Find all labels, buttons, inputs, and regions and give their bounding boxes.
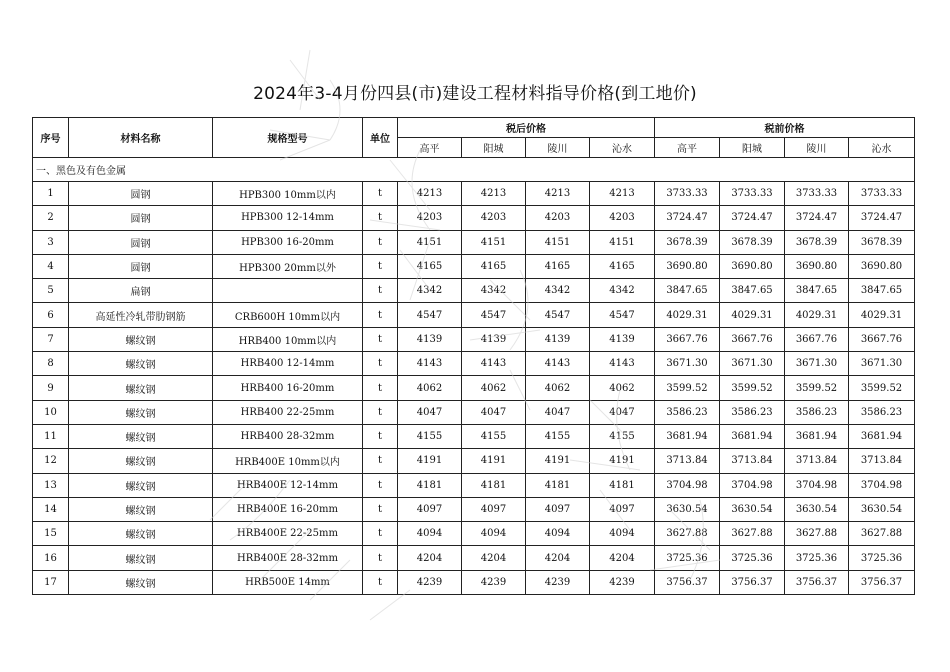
cell-before-tax: 3667.76 [720, 327, 785, 351]
cell-name: 螺纹钢 [69, 473, 213, 497]
cell-before-tax: 4029.31 [785, 303, 849, 327]
cell-before-tax: 3690.80 [785, 254, 849, 278]
cell-unit: t [363, 424, 398, 448]
cell-before-tax: 3586.23 [785, 400, 849, 424]
cell-after-tax: 4203 [462, 206, 526, 230]
table-row [33, 254, 915, 278]
cell-before-tax: 3586.23 [849, 400, 915, 424]
cell-before-tax: 3627.88 [655, 522, 720, 546]
cell-name: 高延性冷轧带肋钢筋 [69, 303, 213, 327]
cell-before-tax: 3627.88 [720, 522, 785, 546]
cell-after-tax: 4155 [590, 424, 655, 448]
cell-before-tax: 3671.30 [785, 352, 849, 376]
cell-after-tax: 4155 [462, 424, 526, 448]
cell-name: 螺纹钢 [69, 449, 213, 473]
cell-after-tax: 4547 [462, 303, 526, 327]
table-row [33, 522, 915, 546]
cell-no: 2 [33, 206, 69, 230]
cell-before-tax: 3756.37 [720, 570, 785, 594]
cell-unit: t [363, 546, 398, 570]
table-row [33, 400, 915, 424]
cell-before-tax: 3725.36 [785, 546, 849, 570]
cell-after-tax: 4181 [462, 473, 526, 497]
cell-spec: HPB300 10mm以内 [213, 182, 363, 206]
cell-before-tax: 3586.23 [655, 400, 720, 424]
cell-after-tax: 4203 [590, 206, 655, 230]
cell-spec: HRB400E 22-25mm [213, 522, 363, 546]
table-row [33, 206, 915, 230]
cell-no: 4 [33, 254, 69, 278]
cell-before-tax: 3671.30 [655, 352, 720, 376]
cell-after-tax: 4165 [398, 254, 462, 278]
cell-name: 螺纹钢 [69, 497, 213, 521]
cell-after-tax: 4155 [526, 424, 590, 448]
cell-after-tax: 4047 [462, 400, 526, 424]
cell-spec: HRB400 10mm以内 [213, 327, 363, 351]
cell-after-tax: 4342 [526, 279, 590, 303]
cell-after-tax: 4143 [398, 352, 462, 376]
cell-before-tax: 3599.52 [655, 376, 720, 400]
cell-name: 螺纹钢 [69, 522, 213, 546]
cell-no: 6 [33, 303, 69, 327]
cell-after-tax: 4094 [462, 522, 526, 546]
cell-after-tax: 4239 [590, 570, 655, 594]
cell-no: 13 [33, 473, 69, 497]
cell-after-tax: 4139 [462, 327, 526, 351]
cell-after-tax: 4547 [526, 303, 590, 327]
table-row [33, 376, 915, 400]
cell-unit: t [363, 279, 398, 303]
cell-spec: HPB300 20mm以外 [213, 254, 363, 278]
cell-before-tax: 3724.47 [655, 206, 720, 230]
cell-before-tax: 3724.47 [720, 206, 785, 230]
cell-name: 圆钢 [69, 182, 213, 206]
header-spec: 规格型号 [213, 118, 363, 158]
cell-after-tax: 4094 [590, 522, 655, 546]
cell-name: 螺纹钢 [69, 424, 213, 448]
cell-before-tax: 3733.33 [849, 182, 915, 206]
cell-before-tax: 3724.47 [785, 206, 849, 230]
cell-before-tax: 3733.33 [655, 182, 720, 206]
cell-after-tax: 4139 [526, 327, 590, 351]
cell-after-tax: 4239 [526, 570, 590, 594]
cell-name: 螺纹钢 [69, 352, 213, 376]
cell-before-tax: 3756.37 [849, 570, 915, 594]
cell-name: 螺纹钢 [69, 400, 213, 424]
cell-before-tax: 3704.98 [655, 473, 720, 497]
cell-after-tax: 4342 [590, 279, 655, 303]
cell-after-tax: 4062 [526, 376, 590, 400]
cell-after-tax: 4097 [590, 497, 655, 521]
cell-name: 螺纹钢 [69, 570, 213, 594]
cell-spec: HPB300 16-20mm [213, 230, 363, 254]
cell-before-tax: 3756.37 [785, 570, 849, 594]
cell-after-tax: 4047 [590, 400, 655, 424]
table-row [33, 473, 915, 497]
cell-before-tax: 4029.31 [655, 303, 720, 327]
cell-after-tax: 4097 [526, 497, 590, 521]
cell-unit: t [363, 206, 398, 230]
cell-unit: t [363, 230, 398, 254]
cell-after-tax: 4151 [526, 230, 590, 254]
document-title: 2024年3-4月份四县(市)建设工程材料指导价格(到工地价) [253, 84, 697, 104]
cell-name: 圆钢 [69, 230, 213, 254]
cell-before-tax: 4029.31 [720, 303, 785, 327]
cell-spec: HRB500E 14mm [213, 570, 363, 594]
cell-after-tax: 4165 [462, 254, 526, 278]
table-row [33, 182, 915, 206]
cell-after-tax: 4239 [398, 570, 462, 594]
cell-after-tax: 4047 [398, 400, 462, 424]
header-after-qinshui: 沁水 [590, 138, 655, 158]
cell-no: 11 [33, 424, 69, 448]
header-after-tax: 税后价格 [398, 118, 655, 138]
cell-unit: t [363, 182, 398, 206]
cell-before-tax: 3667.76 [849, 327, 915, 351]
cell-no: 10 [33, 400, 69, 424]
cell-before-tax: 3586.23 [720, 400, 785, 424]
cell-before-tax: 3704.98 [785, 473, 849, 497]
cell-spec: HRB400 16-20mm [213, 376, 363, 400]
header-after-yangcheng: 阳城 [462, 138, 526, 158]
table-row [33, 230, 915, 254]
cell-before-tax: 3713.84 [849, 449, 915, 473]
cell-unit: t [363, 449, 398, 473]
header-after-lingchuan: 陵川 [526, 138, 590, 158]
cell-spec: HPB300 12-14mm [213, 206, 363, 230]
cell-before-tax: 3690.80 [720, 254, 785, 278]
cell-unit: t [363, 400, 398, 424]
cell-spec: HRB400 28-32mm [213, 424, 363, 448]
cell-before-tax: 3733.33 [785, 182, 849, 206]
table-row [33, 303, 915, 327]
cell-after-tax: 4143 [526, 352, 590, 376]
cell-no: 17 [33, 570, 69, 594]
cell-before-tax: 3599.52 [785, 376, 849, 400]
cell-unit: t [363, 254, 398, 278]
cell-after-tax: 4165 [526, 254, 590, 278]
cell-after-tax: 4342 [462, 279, 526, 303]
cell-no: 7 [33, 327, 69, 351]
cell-before-tax: 3630.54 [720, 497, 785, 521]
cell-after-tax: 4155 [398, 424, 462, 448]
header-before-lingchuan: 陵川 [785, 138, 849, 158]
cell-before-tax: 3713.84 [785, 449, 849, 473]
price-table [32, 117, 915, 595]
cell-before-tax: 3671.30 [720, 352, 785, 376]
cell-after-tax: 4191 [526, 449, 590, 473]
cell-before-tax: 3667.76 [785, 327, 849, 351]
cell-unit: t [363, 303, 398, 327]
cell-name: 圆钢 [69, 254, 213, 278]
cell-before-tax: 3733.33 [720, 182, 785, 206]
cell-no: 9 [33, 376, 69, 400]
cell-after-tax: 4204 [398, 546, 462, 570]
cell-name: 扁钢 [69, 279, 213, 303]
cell-before-tax: 3704.98 [720, 473, 785, 497]
cell-after-tax: 4191 [590, 449, 655, 473]
cell-spec [213, 279, 363, 303]
cell-before-tax: 3690.80 [655, 254, 720, 278]
cell-spec: HRB400E 12-14mm [213, 473, 363, 497]
cell-after-tax: 4204 [526, 546, 590, 570]
table-row [33, 424, 915, 448]
cell-after-tax: 4191 [398, 449, 462, 473]
cell-after-tax: 4094 [398, 522, 462, 546]
cell-after-tax: 4203 [398, 206, 462, 230]
header-before-yangcheng: 阳城 [720, 138, 785, 158]
header-before-qinshui: 沁水 [849, 138, 915, 158]
header-after-gaoping: 高平 [398, 138, 462, 158]
cell-before-tax: 3627.88 [849, 522, 915, 546]
cell-unit: t [363, 327, 398, 351]
cell-after-tax: 4143 [462, 352, 526, 376]
table-row [33, 449, 915, 473]
cell-before-tax: 3678.39 [849, 230, 915, 254]
cell-after-tax: 4181 [526, 473, 590, 497]
cell-spec: HRB400E 10mm以内 [213, 449, 363, 473]
header-unit: 单位 [363, 118, 398, 158]
cell-after-tax: 4062 [590, 376, 655, 400]
cell-before-tax: 3630.54 [655, 497, 720, 521]
cell-spec: HRB400E 28-32mm [213, 546, 363, 570]
cell-after-tax: 4062 [462, 376, 526, 400]
cell-before-tax: 3627.88 [785, 522, 849, 546]
cell-before-tax: 3725.36 [655, 546, 720, 570]
cell-before-tax: 3725.36 [720, 546, 785, 570]
cell-no: 14 [33, 497, 69, 521]
cell-before-tax: 3713.84 [720, 449, 785, 473]
table-row [33, 497, 915, 521]
cell-spec: HRB400E 16-20mm [213, 497, 363, 521]
cell-no: 16 [33, 546, 69, 570]
cell-no: 15 [33, 522, 69, 546]
cell-before-tax: 3678.39 [785, 230, 849, 254]
cell-after-tax: 4062 [398, 376, 462, 400]
cell-after-tax: 4151 [590, 230, 655, 254]
cell-before-tax: 3599.52 [720, 376, 785, 400]
table-body [33, 158, 915, 595]
cell-after-tax: 4213 [462, 182, 526, 206]
cell-before-tax: 3704.98 [849, 473, 915, 497]
cell-after-tax: 4213 [398, 182, 462, 206]
cell-before-tax: 3756.37 [655, 570, 720, 594]
cell-before-tax: 3713.84 [655, 449, 720, 473]
cell-before-tax: 3599.52 [849, 376, 915, 400]
cell-after-tax: 4204 [462, 546, 526, 570]
cell-before-tax: 3847.65 [720, 279, 785, 303]
cell-unit: t [363, 473, 398, 497]
table-row [33, 546, 915, 570]
cell-spec: HRB400 22-25mm [213, 400, 363, 424]
cell-after-tax: 4547 [590, 303, 655, 327]
cell-before-tax: 3847.65 [785, 279, 849, 303]
cell-no: 3 [33, 230, 69, 254]
cell-after-tax: 4139 [590, 327, 655, 351]
cell-after-tax: 4213 [526, 182, 590, 206]
cell-spec: CRB600H 10mm以内 [213, 303, 363, 327]
table-row [33, 570, 915, 594]
cell-unit: t [363, 570, 398, 594]
cell-after-tax: 4139 [398, 327, 462, 351]
cell-no: 1 [33, 182, 69, 206]
cell-unit: t [363, 376, 398, 400]
header-no: 序号 [33, 118, 69, 158]
section-title: 一、黑色及有色金属 [33, 158, 915, 182]
cell-after-tax: 4239 [462, 570, 526, 594]
cell-unit: t [363, 352, 398, 376]
cell-before-tax: 3630.54 [785, 497, 849, 521]
cell-no: 8 [33, 352, 69, 376]
cell-before-tax: 3681.94 [655, 424, 720, 448]
cell-name: 螺纹钢 [69, 546, 213, 570]
table-row [33, 352, 915, 376]
cell-after-tax: 4094 [526, 522, 590, 546]
cell-before-tax: 3847.65 [849, 279, 915, 303]
cell-no: 5 [33, 279, 69, 303]
cell-before-tax: 3681.94 [720, 424, 785, 448]
cell-after-tax: 4181 [398, 473, 462, 497]
cell-name: 螺纹钢 [69, 327, 213, 351]
cell-after-tax: 4143 [590, 352, 655, 376]
cell-unit: t [363, 522, 398, 546]
cell-after-tax: 4342 [398, 279, 462, 303]
cell-after-tax: 4151 [398, 230, 462, 254]
cell-unit: t [363, 497, 398, 521]
cell-after-tax: 4204 [590, 546, 655, 570]
cell-name: 圆钢 [69, 206, 213, 230]
cell-after-tax: 4047 [526, 400, 590, 424]
cell-before-tax: 3725.36 [849, 546, 915, 570]
cell-before-tax: 3678.39 [720, 230, 785, 254]
cell-name: 螺纹钢 [69, 376, 213, 400]
cell-after-tax: 4097 [462, 497, 526, 521]
header-before-tax: 税前价格 [655, 118, 915, 138]
cell-after-tax: 4151 [462, 230, 526, 254]
table-row [33, 279, 915, 303]
header-before-gaoping: 高平 [655, 138, 720, 158]
cell-after-tax: 4213 [590, 182, 655, 206]
cell-after-tax: 4203 [526, 206, 590, 230]
cell-after-tax: 4181 [590, 473, 655, 497]
cell-spec: HRB400 12-14mm [213, 352, 363, 376]
cell-before-tax: 3681.94 [785, 424, 849, 448]
cell-before-tax: 3690.80 [849, 254, 915, 278]
cell-no: 12 [33, 449, 69, 473]
header-name: 材料名称 [69, 118, 213, 158]
cell-after-tax: 4097 [398, 497, 462, 521]
cell-before-tax: 4029.31 [849, 303, 915, 327]
cell-after-tax: 4165 [590, 254, 655, 278]
cell-before-tax: 3681.94 [849, 424, 915, 448]
cell-before-tax: 3724.47 [849, 206, 915, 230]
cell-after-tax: 4547 [398, 303, 462, 327]
cell-before-tax: 3678.39 [655, 230, 720, 254]
cell-before-tax: 3671.30 [849, 352, 915, 376]
cell-before-tax: 3667.76 [655, 327, 720, 351]
cell-before-tax: 3847.65 [655, 279, 720, 303]
cell-after-tax: 4191 [462, 449, 526, 473]
table-row [33, 327, 915, 351]
cell-before-tax: 3630.54 [849, 497, 915, 521]
